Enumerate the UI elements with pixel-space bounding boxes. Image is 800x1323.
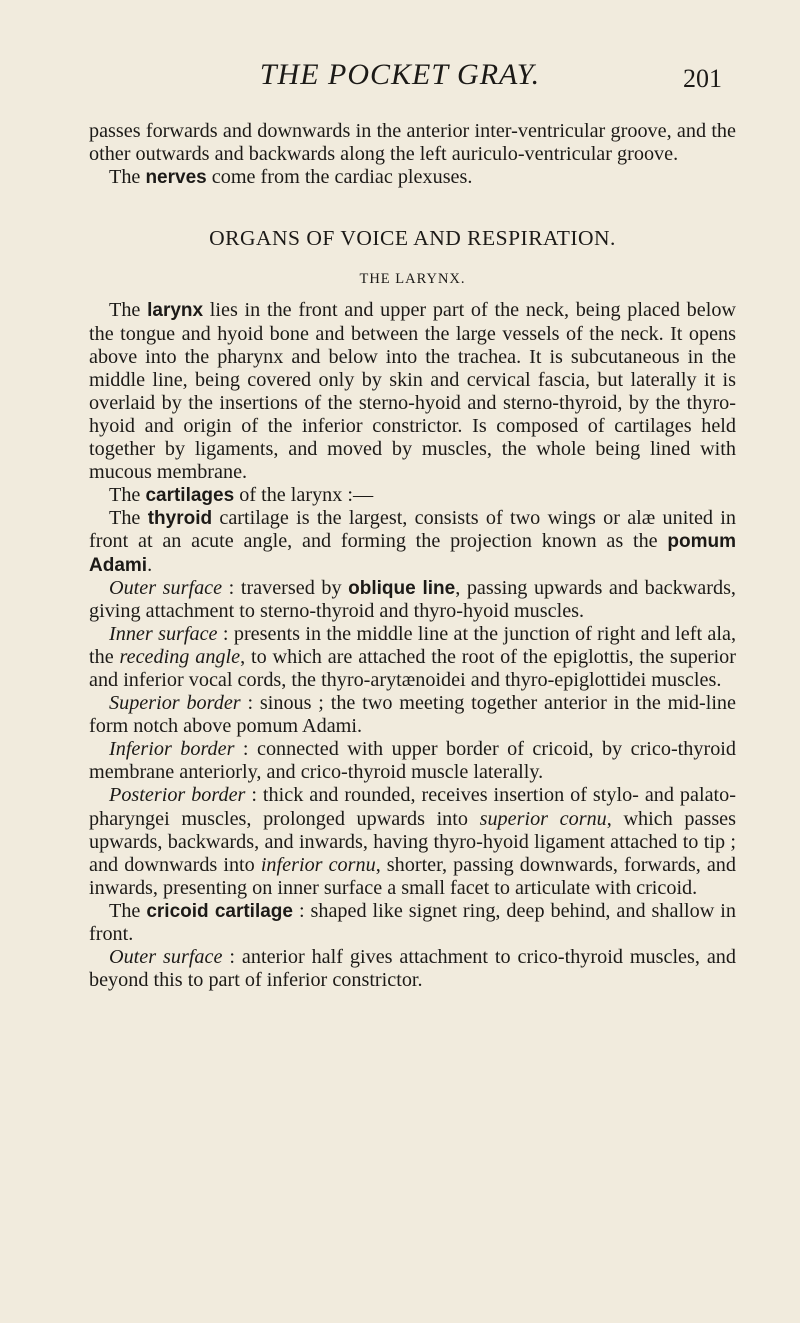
paragraph-larynx: The larynx lies in the front and upper part of the neck, being placed below the tongue and hyoid bone and between the large vessels of the neck. It opens above into the pharynx and below into the trachea. It is subcutaneous in the middle line, being covered only by skin and cervical fascia, but laterally it is overlaid by the insertions of the sterno-hyoid and sterno-thyroid, by the thyro-hyoid and origin of the inferior constrictor. Is composed of cartilages held together by ligaments, and moved by muscles, the whole being lined with mucous membrane. — [89, 299, 736, 484]
term-thyroid: thyroid — [147, 508, 213, 530]
section-subtitle: THE LARYNX. — [359, 271, 466, 288]
paragraph-cricoid-outer-surface: Outer surface : anterior half gives attachment to crico-thyroid muscles, and beyond this to part of inferior constrictor. — [89, 946, 736, 992]
term-inferior-cornu: inferior cornu — [260, 853, 376, 876]
label-superior-border: Superior border — [109, 692, 241, 715]
paragraph-inner-surface: Inner surface : presents in the middle line at the junction of right and left ala, the receding angle, to which are attached the root of the epiglottis, the superior and inferior vocal cords, the thyro-arytænoidei and thyro-epiglottidei muscles. — [89, 622, 737, 691]
paragraph-outer-surface: Outer surface : traversed by oblique line, passing upwards and backwards, giving attachment to sterno-thyroid and thyro-hyoid muscles. — [89, 576, 736, 622]
term-pomum-adami: pomum Adami — [89, 531, 736, 576]
paragraph-nerves: The nerves come from the cardiac plexuses. — [109, 166, 473, 189]
label-outer-surface: Outer surface — [109, 576, 223, 599]
paragraph-superior-border: Superior border : sinous ; the two meeting together anterior in the mid-line form notch above pomum Adami. — [89, 692, 736, 738]
term-receding-angle: receding angle — [119, 645, 241, 668]
body-text — [89, 120, 736, 992]
label-inner-surface: Inner surface — [109, 622, 218, 645]
label-cricoid-outer-surface: Outer surface — [109, 946, 223, 969]
term-cartilages: cartilages — [145, 485, 235, 507]
term-nerves: nerves — [145, 167, 207, 189]
paragraph-cricoid: The cricoid cartilage : shaped like signet ring, deep behind, and shallow in front. — [89, 899, 736, 945]
label-inferior-border: Inferior border — [109, 738, 235, 761]
paragraph-inferior-border: Inferior border : connected with upper border of cricoid, by crico-thyroid membrane anteriorly, and crico-thyroid muscle laterally. — [89, 738, 736, 784]
paragraph-heart-vessels: passes forwards and downwards in the anterior inter-ventricular groove, and the other outwards and backwards along the left auriculo-ventricular groove. — [89, 120, 736, 166]
paragraph-thyroid: The thyroid cartilage is the largest, consists of two wings or alæ united in front at an acute angle, and forming the projection known as the pomum Adami. — [89, 507, 736, 576]
label-posterior-border: Posterior border — [109, 784, 246, 807]
page-number: 201 — [683, 64, 722, 93]
running-head: THE POCKET GRAY. — [259, 58, 541, 91]
term-larynx: larynx — [147, 300, 204, 322]
paragraph-cartilages: The cartilages of the larynx :— — [109, 484, 374, 507]
section-title: ORGANS OF VOICE AND RESPIRATION. — [209, 226, 616, 251]
term-cricoid-cartilage: cricoid cartilage — [146, 900, 293, 922]
paragraph-posterior-border: Posterior border : thick and rounded, receives insertion of stylo- and palato-pharyngei muscles, prolonged upwards into superior cornu, which passes upwards, backwards, and inwards, having thyro-hyoid ligament attached to tip ; and downwards into inferior cornu, shorter, passing downwards, forwards, and inwards, presenting on inner surface a small facet to articulate with cricoid. — [89, 784, 736, 899]
term-superior-cornu: superior cornu — [479, 807, 607, 830]
term-oblique-line: oblique line — [348, 577, 456, 599]
